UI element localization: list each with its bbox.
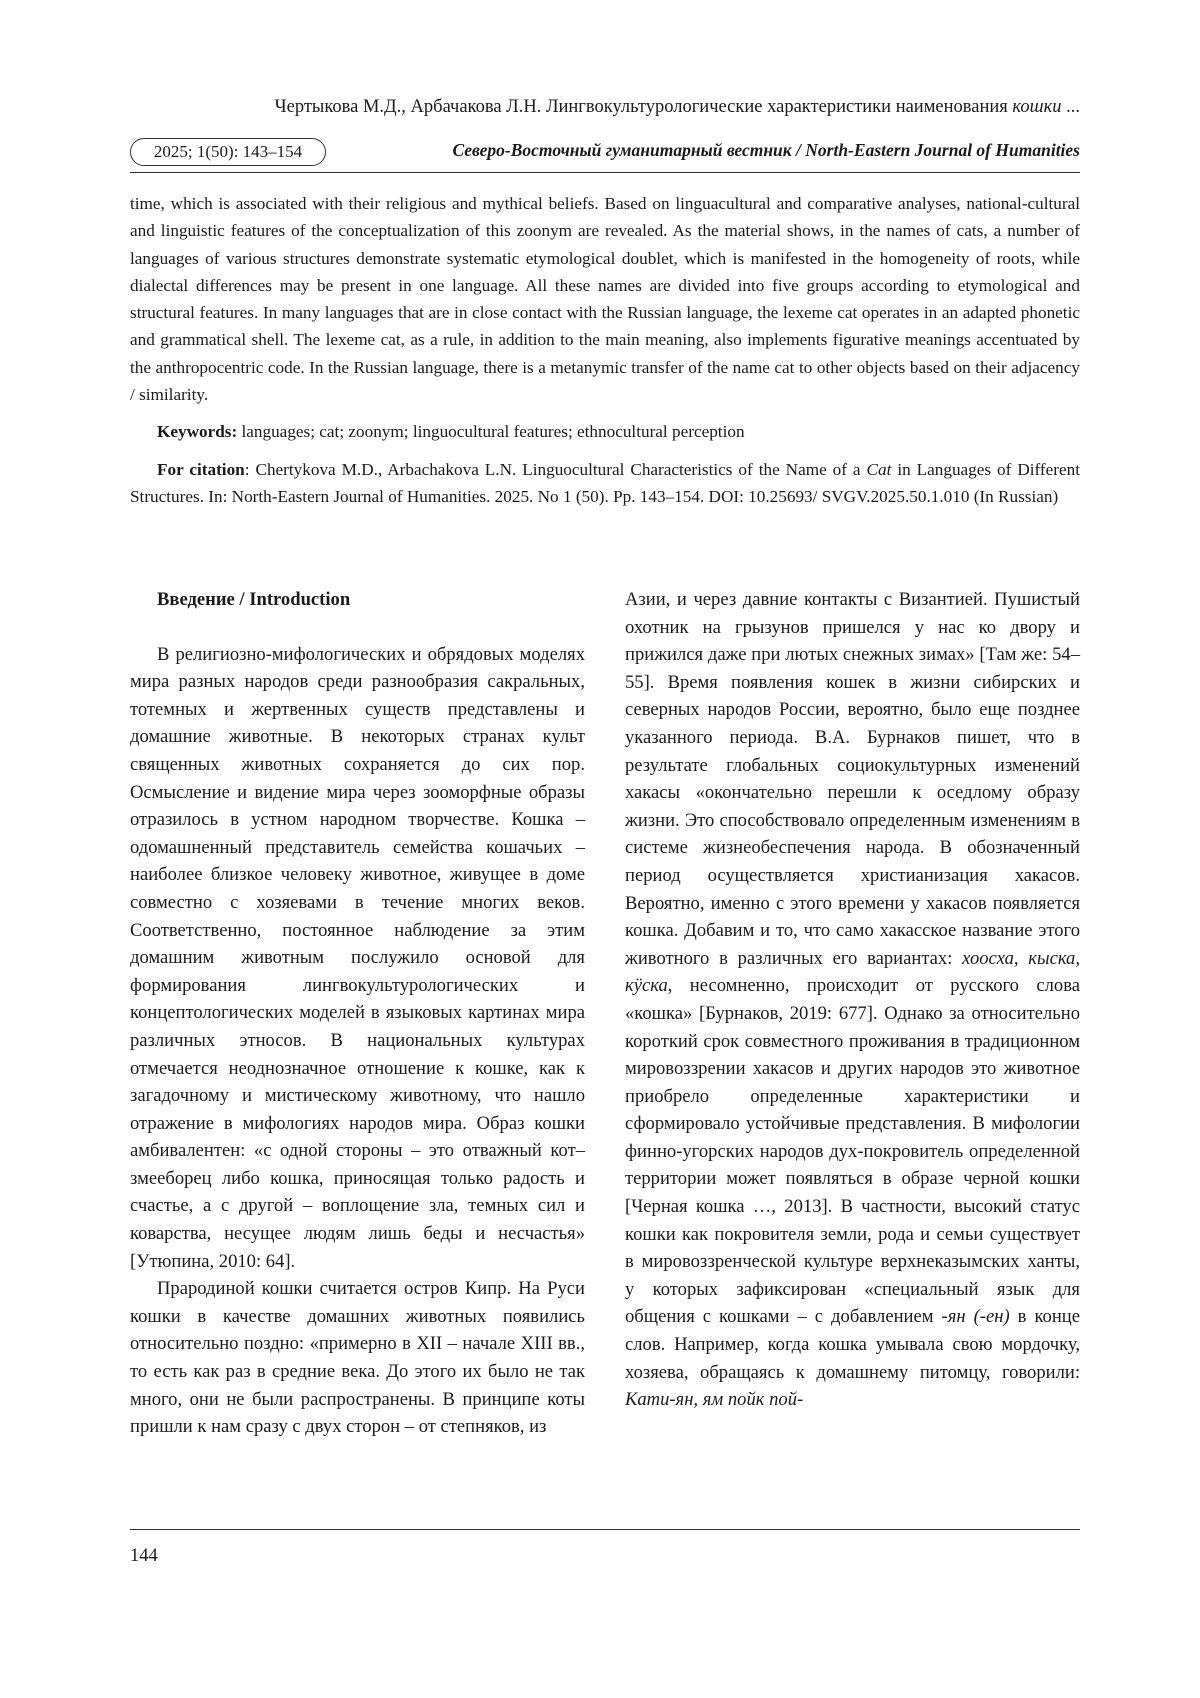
- paragraph-2-continued: [625, 586, 1080, 1414]
- abstract-block: [130, 190, 1080, 510]
- running-title-italic: кошки: [1012, 97, 1062, 117]
- paragraph-2-mid-text-2: в конце слов. Например, когда кошка умывала свою мордочку, хозяева, обращаясь к домашнему питомцу, говорили:: [625, 1306, 1080, 1383]
- running-title-authors: Чертыкова М.Д., Арбачакова Л.Н. Лингвокультурологические характеристики наименования: [274, 97, 1013, 117]
- header-divider: [130, 172, 1080, 173]
- keywords-label: Keywords:: [157, 422, 238, 442]
- journal-line: [130, 136, 1080, 168]
- issue-badge: 2025; 1(50): 143–154: [130, 138, 326, 166]
- paragraph-2-mid-text: , несомненно, происходит от русского слова «кошка» [Бурнаков, 2019: 677]. Однако за относительно короткий срок совместного проживания в традиционном мировоззрении хакасов и других народов это животное приобрело определенные характеристики и сформировало устойчивые представления. В мифологии финно-угорских народов дух-покровитель определенной территории может появляться в образе черной кошки [Черная кошка …, 2013]. В частности, высокий статус кошки как покровителя земли, рода и семьи существует в мировоззренческой культуре верхнеказымских ханты, у которых зафиксирован «специальный язык для общения с кошками – с добавлением: [625, 975, 1080, 1328]
- paragraph-2-italic-2: -ян (-ен): [941, 1306, 1010, 1328]
- journal-name: Северо-Восточный гуманитарный вестник / North-Eastern Journal of Humanities: [452, 140, 1080, 160]
- left-column: [130, 586, 585, 1441]
- keywords: [130, 418, 1080, 445]
- citation-text-a: : Chertykova M.D., Arbachakova L.N. Linguocultural Characteristics of the Name of a: [244, 459, 867, 479]
- paragraph-2-italic-3: Кати-ян, ям пойк пой-: [625, 1389, 804, 1411]
- page-number: 144: [130, 1546, 158, 1566]
- citation-italic: Cat: [866, 459, 892, 479]
- paragraph-2: Прародиной кошки считается остров Кипр. На Руси кошки в качестве домашних животных появились относительно поздно: «примерно в XII – начале XIII вв., то есть как раз в средние века. До этого их было не так много, они не были распространены. В принципе коты пришли к нам сразу с двух сторон – от степняков, из: [130, 1278, 585, 1438]
- right-column: [625, 586, 1080, 1414]
- section-heading: Введение / Introduction: [157, 589, 351, 610]
- paragraph-2-italic-1: хоосха, кыска, кӱска: [625, 947, 1081, 997]
- running-title-tail: ...: [1061, 97, 1080, 117]
- paragraph-2-cont-text: Азии, и через давние контакты с Византией. Пушистый охотник на грызунов пришелся у нас ко двору и прижился даже при лютых снежных зимах» [Там же: 54–55]. Время появления кошек в жизни сибирских и северных народов России, вероятно, было еще позднее указанного периода. В.А. Бурнаков пишет, что в результате глобальных социокультурных изменений хакасы «окончательно перешли к оседлому образу жизни. Это способствовало определенным изменениям в системе жизнеобеспечения народа. В обозначенный период осуществляется христианизация хакасов. Вероятно, именно с этого времени у хакасов появляется кошка. Добавим и то, что само хакасское название этого животного в различных его вариантах:: [625, 589, 1080, 969]
- citation: [130, 456, 1080, 511]
- paragraph-1: В религиозно-мифологических и обрядовых моделях мира разных народов среди разнообразия сакральных, тотемных и жертвенных существ представлены и домашние животные. В некоторых странах культ священных животных сохраняется до сих пор. Осмысление и видение мира через зооморфные образы отразилось в устном народном творчестве. Кошка – одомашненный представитель семейства кошачьих – наиболее близкое человеку животное, живущее в доме совместно с хозяевами в течение многих веков. Соответственно, постоянное наблюдение за этим домашним животным послужило основой для формирования лингвокультурологических и концептологических моделей в языковых картинах мира различных этносов. В национальных культурах отмечается неоднозначное отношение к кошке, как к загадочному и мистическому животному, что нашло отражение в мифологиях народов мира. Образ кошки амбивалентен: «с одной стороны – это отважный кот–змееборец либо кошка, приносящая только радость и счастье, а с другой – воплощение зла, темных сил и коварства, несущее людям лишь беды и несчастья» [Утюпина, 2010: 64].: [130, 643, 585, 1272]
- keywords-list: languages; cat; zoonym; linguocultural features; ethnocultural perception: [237, 422, 745, 442]
- abstract-text: time, which is associated with their religious and mythical beliefs. Based on linguacultural and comparative analyses, national-cultural and linguistic features of the conceptualization of this zoonym are revealed. As the material shows, in the names of cats, a number of languages of various structures demonstrate systematic etymological doublet, which is manifested in the homogeneity of roots, while dialectal differences may be present in one language. All these names are divided into five groups according to etymological and structural features. In many languages that are in close contact with the Russian language, the lexeme cat operates in an adapted phonetic and grammatical shell. The lexeme cat, as a rule, in addition to the main meaning, also implements figurative meanings accentuated by the anthropocentric code. In the Russian language, there is a metanymic transfer of the name cat to other objects based on their adjacency / similarity.: [130, 194, 1080, 405]
- citation-label: For citation: [157, 459, 245, 479]
- running-title: [130, 97, 1080, 118]
- citation-text-b: in Languages of Different Structures. In: North-Eastern Journal of Humanities. 2025. No 1 (50). Pp. 143–154. DOI: 10.25693/ SVGV.2025.50.1.010 (In Russian): [130, 459, 1080, 506]
- footer-divider: [130, 1529, 1080, 1530]
